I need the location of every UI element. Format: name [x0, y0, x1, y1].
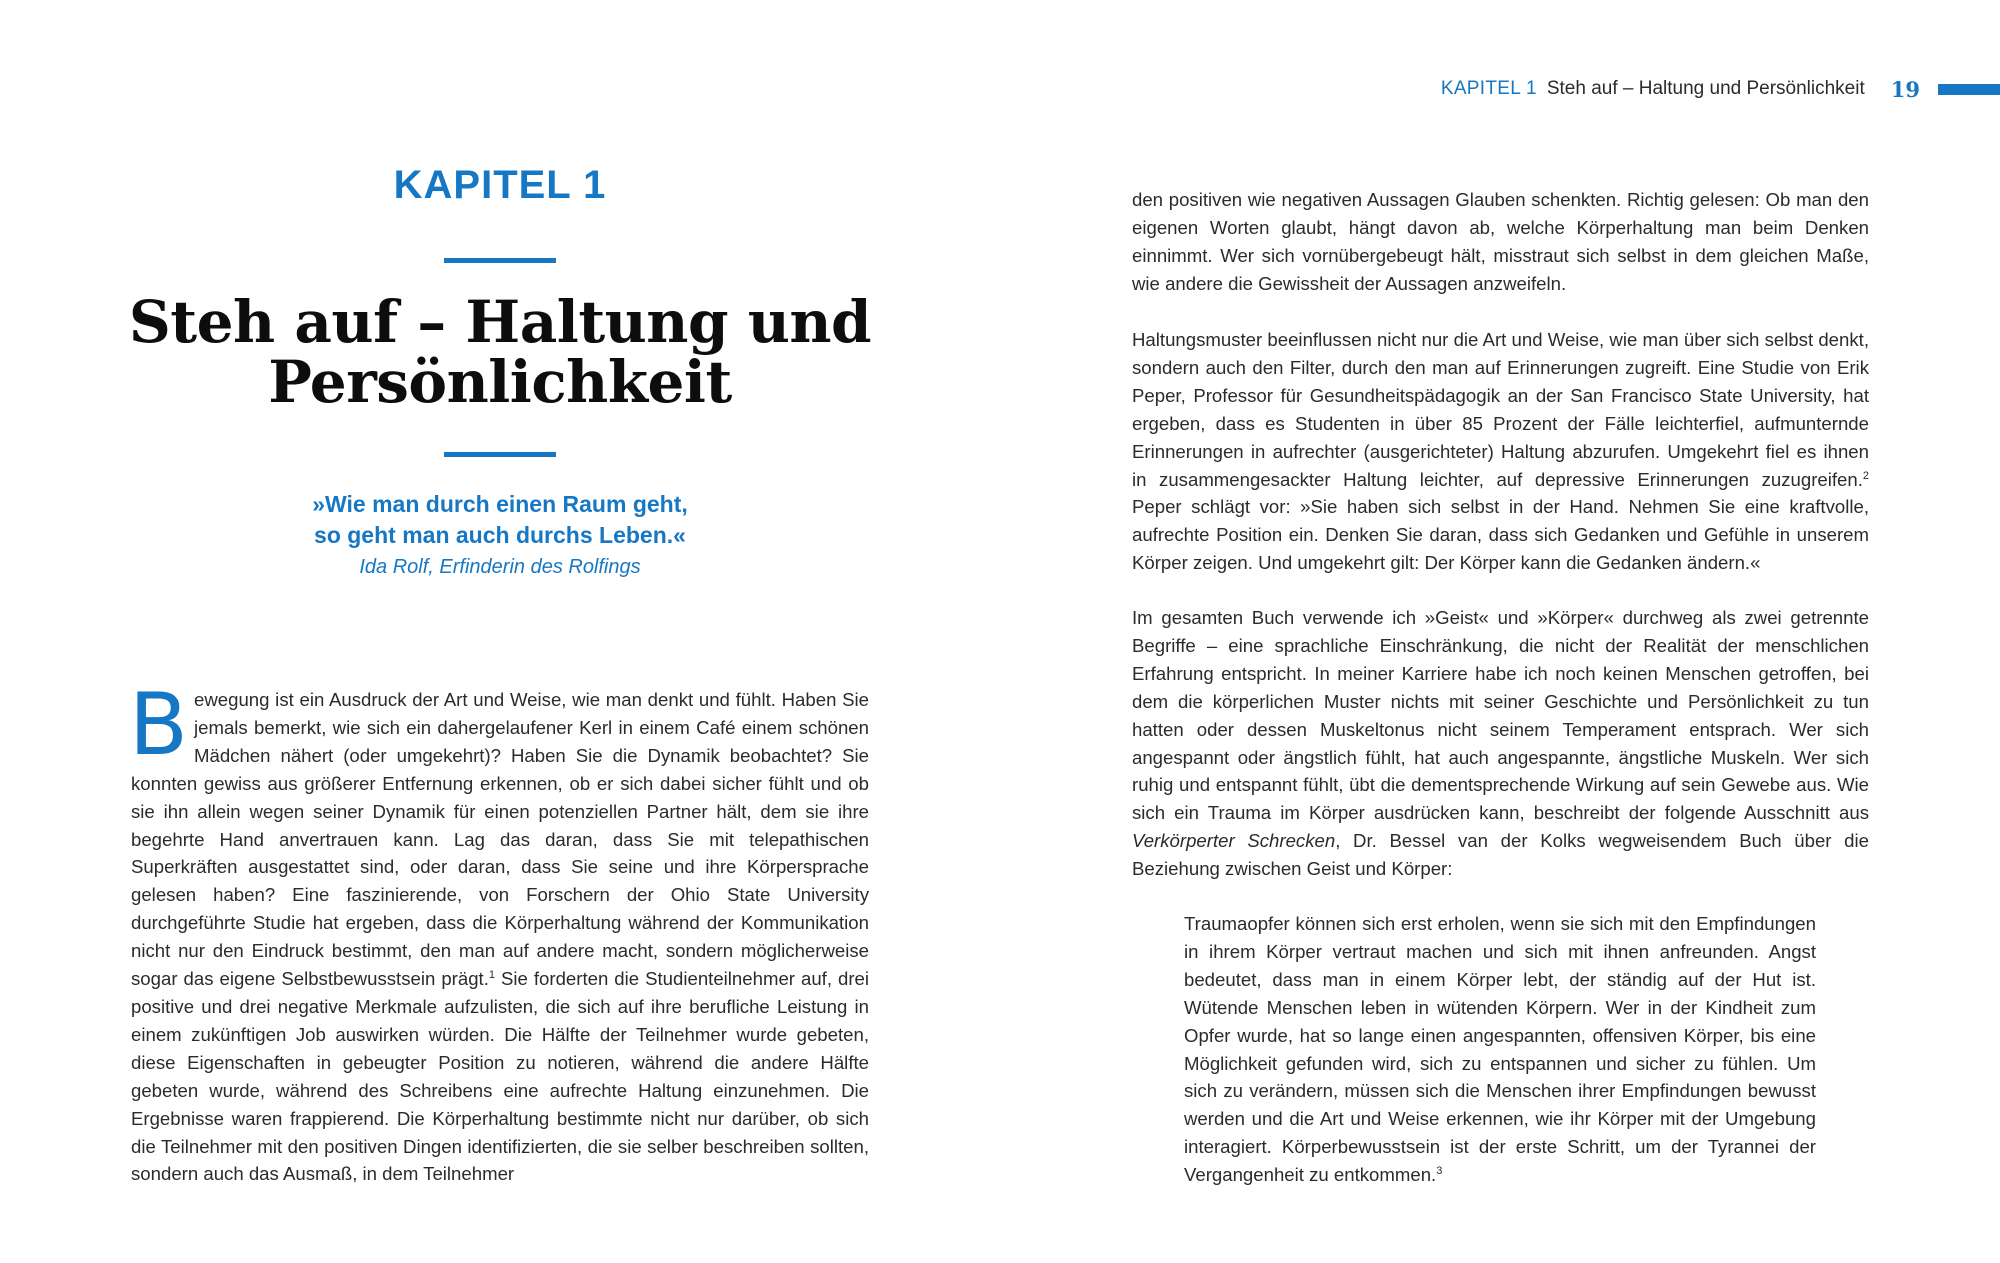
chapter-label: KAPITEL 1 — [393, 163, 607, 207]
chapter-rule-top — [444, 258, 556, 263]
left-body-paragraph — [129, 675, 869, 1188]
right-paragraph-1: den positiven wie negativen Aussagen Glauben schenkten. Richtig gelesen: Ob man den eigenen Worten glaubt, hängt davon ab, welche Körperhaltung man beim Denken einnimmt. Wer sich vornübergebeugt hält, misstraut sich selbst in dem gleichen Maße, wie andere die Gewissheit der Aussagen anzweifeln. — [1132, 189, 1869, 294]
block-quote — [1184, 910, 1816, 1189]
footnote-2: 2 — [1862, 469, 1869, 482]
right-page — [1000, 0, 2000, 1263]
right-paragraph-3-text-b: , Dr. Bessel van der Kolks wegweisendem Buch über die Beziehung zwischen Geist und Körper: — [1132, 830, 1869, 880]
book-title-italic: Verkörperter Schrecken — [1132, 830, 1336, 852]
right-paragraph-2 — [1132, 326, 1869, 577]
chapter-title — [110, 288, 890, 416]
right-paragraph-2-text-b: Peper schlägt vor: »Sie haben sich selbst in der Hand. Nehmen Sie eine kraftvolle, aufrechte Position ein. Denken Sie daran, dass sich Gedanken und Gefühle in unserem Körper zeigen. Und umgekehrt gilt: Der Körper kann die Gedanken ändern.« — [1132, 496, 1869, 574]
epigraph-line-2: so geht man auch durchs Leben.« — [314, 522, 686, 548]
page-number: 19 — [1890, 76, 1920, 102]
block-quote-text: Traumaopfer können sich erst erholen, wenn sie sich mit den Empfindungen in ihrem Körper vertraut machen und sich mit ihnen anfreunden. Angst bedeutet, dass man in einem Körper lebt, der ständig auf der Hut ist. Wütende Menschen leben in wütenden Körpern. Wer in der Kindheit zum Opfer wurde, hat so lange einen angespannten, offensiven Körper, bis eine Möglichkeit gefunden wird, sich zu entspannen und sicher zu fühlen. Um sich zu verändern, müssen sich die Menschen ihrer Empfindungen bewusst werden und die Art und Weise erkennen, wie ihr Körper mit der Umgebung interagiert. Körperbewusstsein ist der erste Schritt, um der Tyrannei der Vergangenheit zu entkommen. — [1184, 913, 1816, 1186]
drop-cap: B — [129, 675, 188, 775]
epigraph — [200, 489, 800, 582]
left-body-text-b: Sie forderten die Studienteilnehmer auf, drei positive und drei negative Merkmale aufzulisten, die sich auf ihre berufliche Leistung in einem zukünftigen Job auswirken würden. Die Hälfte der Teilnehmer wurde gebeten, diese Eigenschaften in gebeugter Position zu notieren, während die andere Hälfte gebeten wurde, während des Schreibens eine aufrechte Haltung einzunehmen. Die Ergebnisse waren frappierend. Die Körperhaltung bestimmte nicht nur darüber, ob sich die Teilnehmer mit den positiven Dingen identifizierten, die sie selber beschreiben sollten, sondern auch das Ausmaß, in dem Teilnehmer — [131, 968, 869, 1185]
running-header-kapitel: KAPITEL 1 — [1440, 78, 1537, 99]
chapter-rule-bottom — [444, 452, 556, 457]
running-header-title: Steh auf – Haltung und Persönlichkeit — [1546, 78, 1865, 99]
page-number-bar — [1938, 84, 2000, 95]
running-header — [1441, 74, 2000, 104]
footnote-1: 1 — [488, 968, 495, 981]
right-paragraph-3 — [1132, 604, 1869, 883]
right-paragraph-3-text-a: Im gesamten Buch verwende ich »Geist« und »Körper« durchweg als zwei getrennte Begriffe – eine sprachliche Einschränkung, die nicht der Realität der menschlichen Erfahrung entspricht. In meiner Karriere habe ich noch keinen Menschen getroffen, bei dem die körperlichen Muster nichts mit seiner Geschichte und Persönlichkeit zu tun hatten oder dessen Muskeltonus nicht seinem Temperament entsprach. Wer sich angespannt oder ängstlich fühlt, hat auch angespannte, ängstliche Muskeln. Wer sich ruhig und entspannt fühlt, übt die dementsprechende Wirkung auf sein Gewebe aus. Wie sich ein Trauma im Körper ausdrücken kann, beschreibt der folgende Ausschnitt aus — [1132, 607, 1869, 824]
left-body-text-a: ewegung ist ein Ausdruck der Art und Weise, wie man denkt und fühlt. Haben Sie jemals bemerkt, wie sich ein dahergelaufener Kerl in einem Café einem schönen Mädchen nähert (oder umgekehrt)? Haben Sie die Dynamik beobachtet? Sie konnten gewiss aus größerer Entfernung erkennen, ob er sich dabei sicher fühlt und ob sie ihn allein wegen seiner Dynamik für einen potenziellen Partner hält, dem sie ihre begehrte Hand anvertrauen kann. Lag das daran, dass Sie mit telepathischen Superkräften ausgestattet sind, oder daran, dass Sie seine und ihre Körpersprache gelesen haben? Eine faszinierende, von Forschern der Ohio State University durchgeführte Studie hat ergeben, dass die Körperhaltung während der Kommunikation nicht nur den Eindruck bestimmt, den man auf andere macht, sondern möglicherweise sogar das eigene Selbstbewusstsein prägt. — [131, 689, 869, 990]
footnote-3: 3 — [1436, 1164, 1443, 1177]
chapter-title-line-1: Steh auf – Haltung und — [128, 288, 872, 356]
epigraph-source: Ida Rolf, Erfinderin des Rolfings — [359, 556, 641, 578]
chapter-title-line-2: Persönlichkeit — [268, 348, 732, 416]
epigraph-line-1: »Wie man durch einen Raum geht, — [312, 491, 688, 517]
right-paragraph-2-text-a: Haltungsmuster beeinflussen nicht nur die Art und Weise, wie man über sich selbst denkt, sondern auch den Filter, durch den man auf Erinnerungen zugreift. Eine Studie von Erik Peper, Professor für Gesundheitspädagogik an der San Francisco State University, hat ergeben, dass es Studenten in über 85 Prozent der Fälle leichterfiel, aufmunternde Erinnerungen in aufrechter (ausgerichteter) Haltung abzurufen. Umgekehrt fiel es ihnen in zusammengesackter Haltung leichter, auf depressive Erinnerungen zuzugreifen. — [1132, 329, 1869, 490]
